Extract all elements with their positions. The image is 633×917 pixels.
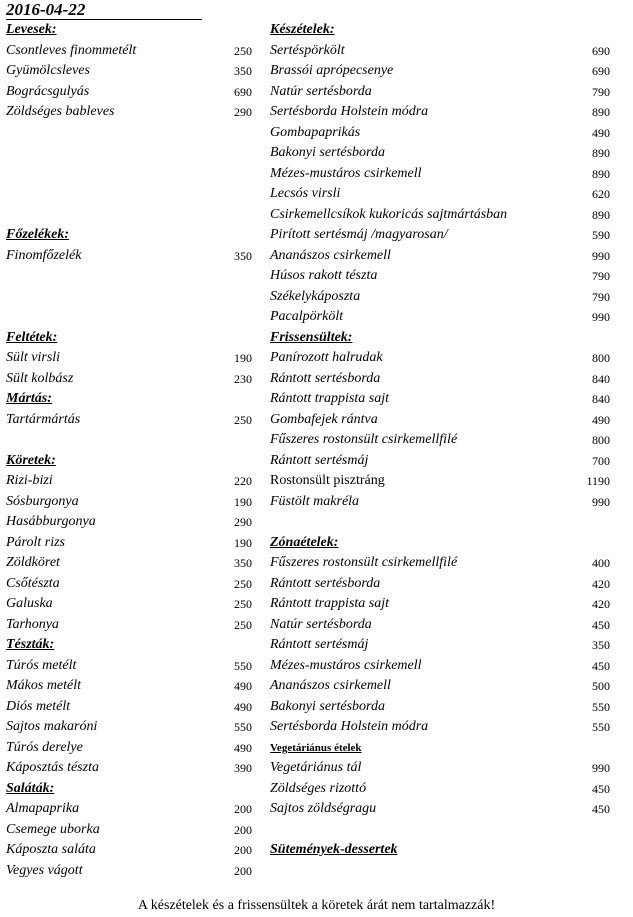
spacer	[6, 143, 252, 164]
menu-item	[6, 594, 252, 615]
menu-item	[270, 123, 610, 144]
menu-item-price: 490	[592, 125, 610, 140]
menu-item-price: 250	[234, 617, 252, 632]
menu-item-price: 840	[592, 392, 610, 406]
menu-item-name: Finomfőzelék	[6, 247, 82, 263]
menu-item-name: Bakonyi sertésborda	[270, 698, 385, 714]
menu-item	[270, 246, 610, 267]
menu-item-name: Párolt rizs	[6, 534, 65, 550]
menu-item	[270, 697, 610, 718]
menu-item-price: 400	[592, 556, 610, 570]
spacer	[6, 266, 252, 287]
menu-item-price: 350	[234, 556, 252, 570]
menu-item-name: Tarhonya	[6, 616, 59, 632]
menu-item-price: 290	[234, 515, 252, 529]
menu-item	[6, 348, 252, 369]
menu-item	[270, 615, 610, 636]
menu-item	[270, 779, 610, 800]
menu-item-price: 490	[592, 412, 610, 427]
menu-item-price: 1190	[586, 474, 610, 488]
menu-item-name: Lecsós virsli	[270, 186, 341, 201]
menu-item-name: Vegyes vágott	[6, 862, 83, 878]
menu-item-price: 250	[234, 576, 252, 591]
menu-item	[270, 471, 610, 492]
menu-item	[270, 717, 610, 738]
menu-item-price: 550	[592, 720, 610, 734]
menu-item-name: Mákos metélt	[6, 678, 82, 693]
menu-item-price: 230	[234, 371, 252, 386]
menu-item-name: Ananászos csirkemell	[270, 678, 391, 693]
menu-item-price: 200	[234, 863, 252, 878]
menu-item	[270, 635, 610, 656]
menu-item-price: 990	[592, 248, 610, 263]
section-heading: Mártás:	[6, 391, 52, 406]
menu-item-price: 190	[234, 535, 252, 550]
section-heading: Köretek:	[6, 452, 56, 468]
spacer	[270, 512, 610, 533]
menu-item-name: Sósburgonya	[6, 493, 79, 509]
menu-item-price: 550	[592, 699, 610, 714]
spacer	[6, 164, 252, 185]
menu-item-name: Füstölt makréla	[270, 493, 360, 509]
menu-item-price: 790	[592, 84, 610, 99]
menu-item	[270, 225, 610, 246]
section-heading: Zónaételek:	[270, 534, 339, 550]
menu-item-price: 590	[592, 228, 610, 242]
menu-item	[6, 676, 252, 697]
menu-item	[270, 143, 610, 164]
menu-item-name: Natúr sertésborda	[270, 616, 372, 632]
menu-item	[6, 471, 252, 492]
menu-item	[270, 164, 610, 185]
menu-item	[270, 574, 610, 595]
menu-item-price: 500	[592, 679, 610, 693]
menu-item-name: Sajtos zöldségragu	[270, 801, 377, 816]
menu-item-name: Káposzta saláta	[6, 842, 96, 857]
menu-item-name: Brassói aprópecsenye	[270, 63, 394, 78]
menu-item-price: 190	[234, 351, 252, 365]
menu-item	[270, 184, 610, 205]
menu-item	[270, 307, 610, 328]
menu-item-price: 390	[234, 761, 252, 775]
spacer	[6, 430, 252, 451]
menu-item-name: Zöldköret	[6, 555, 60, 570]
menu-item-price: 200	[234, 843, 252, 857]
section-heading: Tészták:	[6, 637, 55, 652]
menu-item-price: 220	[234, 474, 252, 488]
right-menu-column	[270, 20, 610, 861]
menu-item-name: Gombapaprikás	[270, 124, 361, 140]
menu-item	[6, 492, 252, 513]
menu-item-price: 690	[234, 84, 252, 99]
menu-item	[270, 676, 610, 697]
menu-item-name: Galuska	[6, 596, 53, 611]
menu-item	[270, 594, 610, 615]
menu-item-name: Mézes-mustáros csirkemell	[270, 657, 422, 673]
section-heading: Frissensültek:	[270, 329, 353, 345]
menu-item-name: Rántott trappista sajt	[270, 391, 390, 406]
section-heading: Készételek:	[270, 22, 335, 37]
menu-item	[6, 82, 252, 103]
spacer	[270, 820, 610, 841]
menu-item	[6, 697, 252, 718]
menu-item-price: 690	[592, 43, 610, 58]
menu-item-name: Rántott sertésmáj	[270, 637, 369, 652]
section-heading: Saláták:	[6, 780, 55, 796]
menu-item-price: 490	[234, 699, 252, 714]
menu-item	[270, 41, 610, 62]
menu-item	[6, 615, 252, 636]
menu-item-price: 550	[234, 720, 252, 734]
menu-item	[270, 287, 610, 308]
menu-item-name: Gyümölcsleves	[6, 63, 90, 78]
menu-item	[6, 799, 252, 820]
menu-item-price: 790	[592, 269, 610, 283]
menu-item-name: Sertésborda Holstein módra	[270, 719, 429, 734]
menu-item-name: Túrós metélt	[6, 657, 77, 673]
footer-note: A készételek és a frissensültek a köretek árát nem tartalmazzák!	[137, 898, 496, 913]
menu-item-price: 890	[592, 166, 610, 181]
menu-item-name: Pacalpörkölt	[270, 309, 344, 324]
menu-item	[270, 82, 610, 103]
menu-item-name: Zöldséges bableves	[6, 104, 115, 119]
menu-item-price: 290	[234, 105, 252, 119]
menu-item-price: 490	[234, 740, 252, 755]
menu-item-name: Sült kolbász	[6, 370, 74, 386]
menu-item-price: 350	[234, 248, 252, 263]
menu-item-name: Bográcsgulyás	[6, 83, 90, 99]
menu-item	[270, 553, 610, 574]
menu-item	[6, 512, 252, 533]
menu-item	[270, 492, 610, 513]
menu-item-name: Csirkemellcsíkok kukoricás sajtmártásban	[270, 206, 508, 222]
menu-item	[270, 758, 610, 779]
left-menu-column	[6, 20, 252, 881]
menu-item-price: 490	[234, 679, 252, 693]
menu-item	[270, 266, 610, 287]
menu-item	[6, 738, 252, 759]
menu-item-name: Csontleves finommetélt	[6, 42, 137, 58]
section-heading: Vegetáriánus ételek	[270, 741, 362, 754]
menu-item-name: Rántott trappista sajt	[270, 596, 390, 611]
menu-item-name: Húsos rakott tészta	[270, 268, 378, 283]
menu-item-price: 790	[592, 289, 610, 304]
spacer	[6, 184, 252, 205]
menu-item-price: 550	[234, 658, 252, 673]
menu-item-name: Almapaprika	[6, 801, 80, 816]
menu-item-name: Túrós derelye	[6, 739, 83, 755]
section-heading: Sütemények-dessertek	[270, 842, 398, 857]
menu-item-price: 990	[592, 494, 610, 509]
menu-item-name: Rostonsült pisztráng	[270, 473, 385, 488]
spacer	[6, 123, 252, 144]
menu-item	[270, 430, 610, 451]
section-heading: Feltétek:	[6, 329, 58, 345]
menu-item-name: Tartármártás	[6, 411, 81, 427]
menu-item-name: Fűszeres rostonsült csirkemellfilé	[270, 432, 458, 447]
menu-item-price: 200	[234, 802, 252, 816]
menu-item	[6, 41, 252, 62]
menu-item-price: 420	[592, 576, 610, 591]
menu-item	[6, 840, 252, 861]
menu-item-price: 250	[234, 43, 252, 58]
menu-item-price: 200	[234, 822, 252, 837]
menu-item-price: 450	[592, 617, 610, 632]
menu-item-name: Zöldséges rizottó	[270, 780, 367, 796]
menu-item-price: 450	[592, 658, 610, 673]
menu-item-name: Bakonyi sertésborda	[270, 145, 385, 160]
menu-item-price: 350	[592, 638, 610, 652]
menu-item-name: Székelykáposzta	[270, 288, 361, 304]
menu-item-name: Csemege uborka	[6, 821, 100, 837]
menu-item	[270, 656, 610, 677]
menu-item-name: Rántott sertésborda	[270, 370, 381, 386]
menu-item	[270, 369, 610, 390]
menu-item	[6, 717, 252, 738]
menu-item-name: Panírozott halrudak	[270, 350, 383, 365]
menu-item-name: Káposztás tészta	[6, 760, 99, 775]
menu-item	[6, 820, 252, 841]
menu-item-name: Sertéspörkölt	[270, 42, 345, 58]
menu-item-name: Natúr sertésborda	[270, 83, 372, 99]
menu-item	[270, 799, 610, 820]
menu-item	[6, 574, 252, 595]
spacer	[6, 287, 252, 308]
menu-item-price: 840	[592, 371, 610, 386]
menu-item-price: 450	[592, 781, 610, 796]
menu-item-price: 890	[592, 105, 610, 119]
menu-date: 2016-04-22	[6, 0, 86, 19]
menu-item-price: 620	[592, 187, 610, 201]
menu-item-price: 250	[234, 597, 252, 611]
menu-item	[270, 348, 610, 369]
menu-item-name: Pirított sertésmáj /magyarosan/	[270, 227, 448, 242]
menu-item	[6, 369, 252, 390]
section-heading: Levesek:	[6, 22, 57, 37]
menu-item-price: 420	[592, 597, 610, 611]
menu-item-name: Vegetáriánus tál	[270, 760, 362, 775]
menu-item-name: Mézes-mustáros csirkemell	[270, 165, 422, 181]
menu-item	[6, 533, 252, 554]
menu-item-price: 250	[234, 412, 252, 427]
menu-item-price: 890	[592, 207, 610, 222]
menu-item	[270, 451, 610, 472]
menu-item-price: 350	[234, 64, 252, 78]
menu-item	[270, 389, 610, 410]
menu-item	[6, 246, 252, 267]
menu-item	[6, 102, 252, 123]
menu-item-name: Diós metélt	[6, 698, 71, 714]
menu-item-price: 690	[592, 64, 610, 78]
menu-item-price: 990	[592, 761, 610, 775]
menu-item-name: Sajtos makaróni	[6, 719, 98, 734]
spacer	[6, 205, 252, 226]
menu-item-name: Fűszeres rostonsült csirkemellfilé	[270, 555, 458, 570]
menu-item-price: 700	[592, 453, 610, 468]
menu-item-price: 990	[592, 310, 610, 324]
menu-item	[270, 410, 610, 431]
menu-item	[6, 861, 252, 882]
menu-item	[270, 102, 610, 123]
menu-item-name: Sertésborda Holstein módra	[270, 104, 429, 119]
menu-item-price: 800	[592, 433, 610, 447]
section-heading: Főzelékek:	[6, 227, 69, 242]
menu-item-name: Csőtészta	[6, 575, 60, 591]
menu-item-name: Rántott sertésmáj	[270, 452, 369, 468]
menu-item-price: 890	[592, 146, 610, 160]
menu-item	[270, 205, 610, 226]
menu-item-price: 190	[234, 494, 252, 509]
menu-item	[6, 410, 252, 431]
menu-item	[6, 758, 252, 779]
menu-item	[6, 61, 252, 82]
menu-item-name: Rántott sertésborda	[270, 575, 381, 591]
menu-item	[6, 656, 252, 677]
menu-item-price: 450	[592, 802, 610, 816]
menu-item-name: Gombafejek rántva	[270, 411, 378, 427]
menu-item-price: 800	[592, 351, 610, 365]
menu-item	[6, 553, 252, 574]
menu-item-name: Sült virsli	[6, 350, 61, 365]
spacer	[6, 307, 252, 328]
menu-item	[270, 61, 610, 82]
menu-item-name: Hasábburgonya	[6, 514, 96, 529]
menu-item-name: Ananászos csirkemell	[270, 247, 391, 263]
menu-item-name: Rizi-bizi	[6, 473, 53, 488]
